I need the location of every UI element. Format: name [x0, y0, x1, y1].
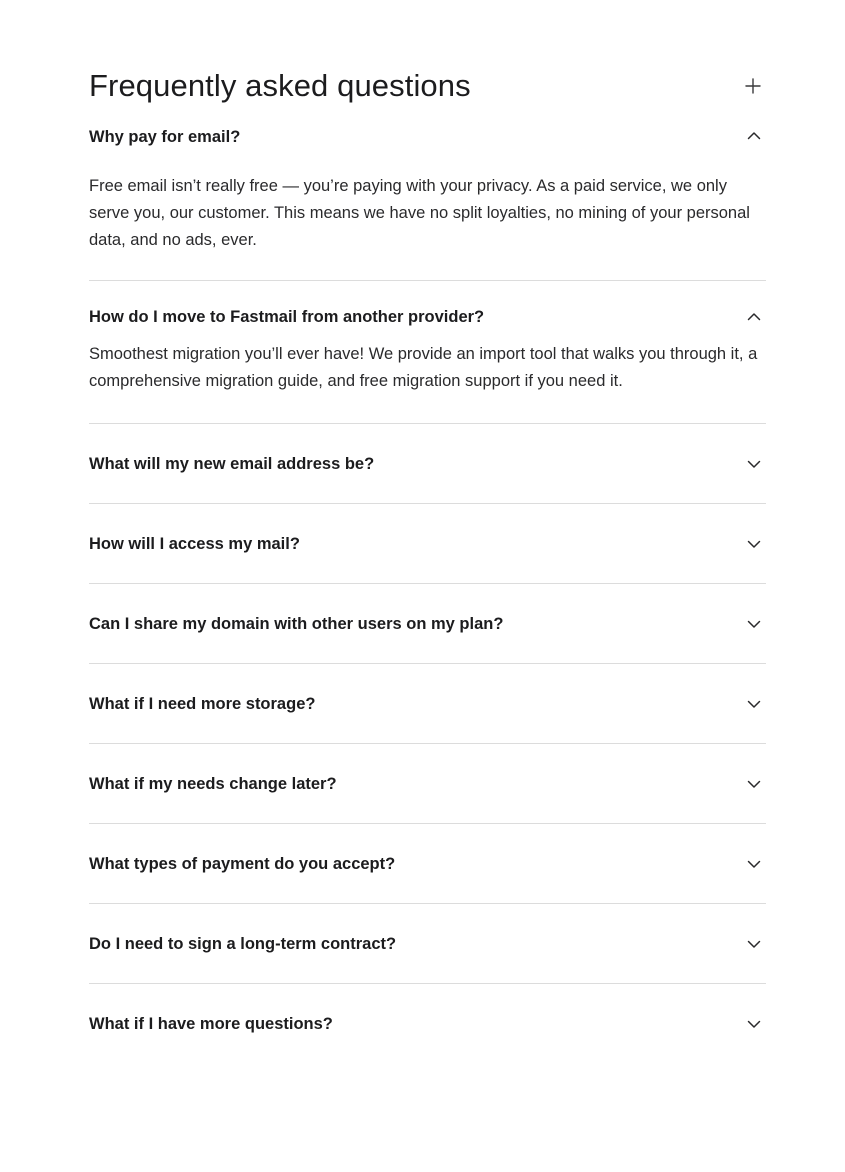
- faq-question-text: What if I have more questions?: [89, 1014, 333, 1033]
- chevron-down-icon: [744, 774, 764, 794]
- faq-item: [89, 824, 766, 904]
- faq-item: [89, 281, 766, 424]
- faq-question-text: What if I need more storage?: [89, 694, 316, 713]
- faq-section: [89, 0, 766, 1063]
- faq-question-text: What types of payment do you accept?: [89, 854, 396, 873]
- chevron-up-icon: [744, 307, 764, 327]
- faq-list: [89, 126, 766, 1063]
- faq-item: [89, 744, 766, 824]
- chevron-down-icon: [744, 854, 764, 874]
- faq-question-button[interactable]: [89, 504, 766, 583]
- faq-question-text: What will my new email address be?: [89, 454, 375, 473]
- faq-answer-text: Smoothest migration you’ll ever have! We provide an import tool that walks you through it, a comprehensive migration guide, and free migration support if you need it.: [89, 345, 758, 390]
- faq-header: [89, 0, 766, 106]
- faq-question-text: How will I access my mail?: [89, 534, 300, 553]
- chevron-down-icon: [744, 1014, 764, 1034]
- faq-question-text: Why pay for email?: [89, 128, 241, 146]
- faq-item: [89, 664, 766, 744]
- chevron-up-icon: [744, 126, 764, 146]
- chevron-down-icon: [744, 614, 764, 634]
- faq-question-text: How do I move to Fastmail from another provider?: [89, 308, 485, 326]
- expand-all-button[interactable]: [742, 75, 764, 97]
- faq-question-button[interactable]: [89, 744, 766, 823]
- plus-icon: [745, 78, 761, 94]
- faq-item: [89, 424, 766, 504]
- faq-question-text: What if my needs change later?: [89, 774, 337, 793]
- faq-item: [89, 584, 766, 664]
- chevron-down-icon: [744, 534, 764, 554]
- faq-question-button[interactable]: [89, 824, 766, 903]
- chevron-down-icon: [744, 934, 764, 954]
- faq-question-button[interactable]: [89, 281, 766, 353]
- faq-question-button[interactable]: [89, 584, 766, 663]
- faq-question-button[interactable]: [89, 984, 766, 1063]
- faq-answer-text: Free email isn’t really free — you’re paying with your privacy. As a paid service, we only serve you, our customer. This means we have no split loyalties, no mining of your personal data, and no ads, ever.: [89, 177, 750, 249]
- chevron-down-icon: [744, 454, 764, 474]
- faq-question-button[interactable]: [89, 424, 766, 503]
- faq-question-button[interactable]: [89, 904, 766, 983]
- faq-item: [89, 504, 766, 584]
- page-title: Frequently asked questions: [89, 68, 471, 103]
- faq-question-button[interactable]: [89, 664, 766, 743]
- faq-question-text: Can I share my domain with other users on my plan?: [89, 614, 504, 633]
- faq-item: [89, 126, 766, 281]
- chevron-down-icon: [744, 694, 764, 714]
- faq-question-button[interactable]: [89, 126, 766, 186]
- faq-item: [89, 904, 766, 984]
- faq-question-text: Do I need to sign a long-term contract?: [89, 934, 397, 953]
- faq-item: [89, 984, 766, 1063]
